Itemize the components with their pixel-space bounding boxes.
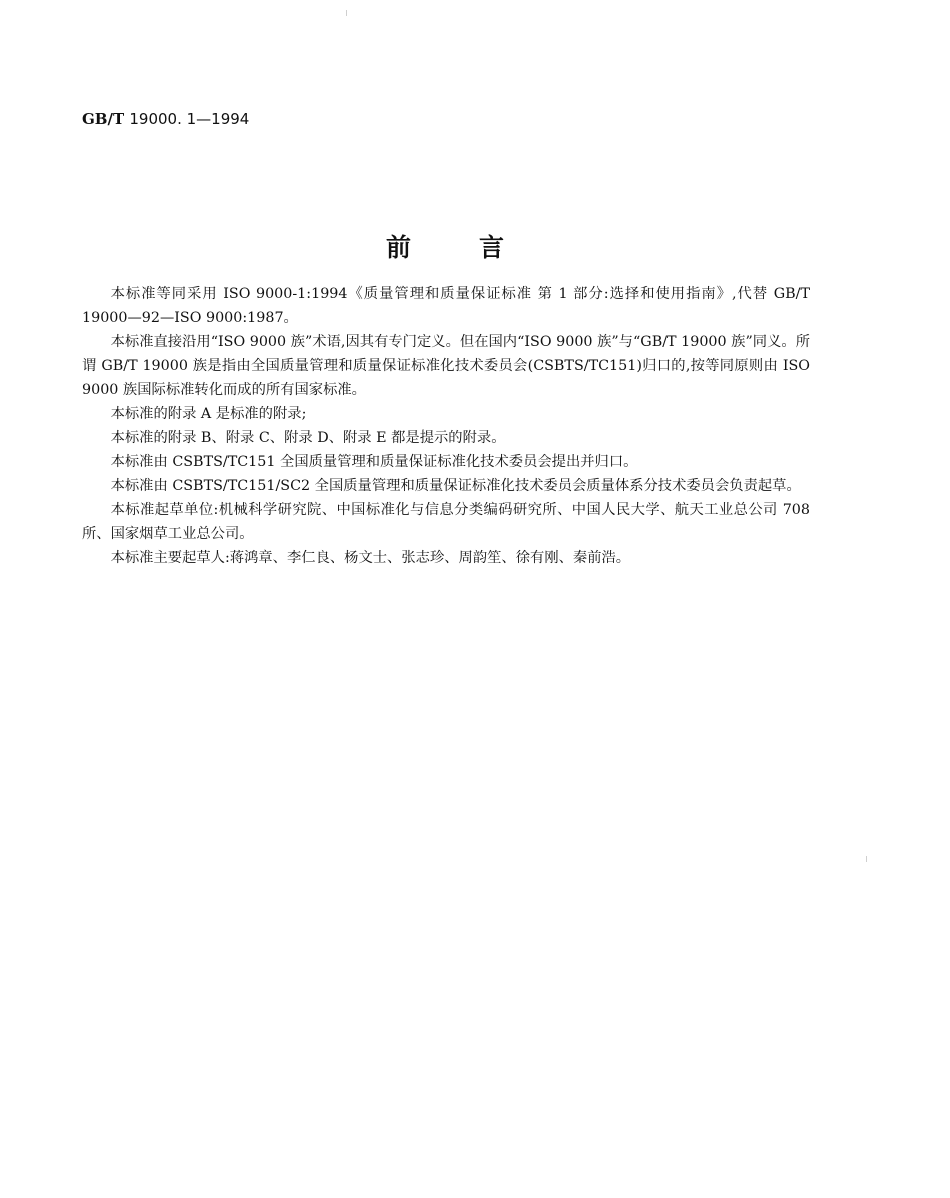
scan-artifact-right: [866, 856, 867, 862]
paragraph-drafted-by: 本标准由 CSBTS/TC151/SC2 全国质量管理和质量保证标准化技术委员会质量体系分技术委员会负责起草。: [110, 478, 801, 494]
scan-artifact-top: [346, 10, 347, 16]
paragraph-adoption: 本标准等同采用 ISO 9000-1:1994《质量管理和质量保证标准 第 1 部分:选择和使用指南》,代替 GB/T 19000—92—ISO 9000:1987。: [82, 286, 810, 326]
standard-number: 19000. 1—1994: [129, 110, 250, 128]
paragraph-main-drafters: 本标准主要起草人:蒋鸿章、李仁良、杨文士、张志珍、周韵笙、徐有刚、秦前浩。: [110, 550, 631, 566]
page-title: 前言: [385, 233, 572, 262]
standard-code: GB/T: [82, 110, 130, 128]
paragraph-terminology: 本标准直接沿用“ISO 9000 族”术语,因其有专门定义。但在国内“ISO 9000 族”与“GB/T 19000 族”同义。所谓 GB/T 19000 族是指由全国质量管理和质量保证标准化技术委员会(CSBTS/TC151)归口的,按等同原则由 ISO 9000 族国际标准转化而成的所有国家标准。: [82, 334, 810, 398]
preface-body: [82, 282, 810, 570]
paragraph-proposed-by: 本标准由 CSBTS/TC151 全国质量管理和质量保证标准化技术委员会提出并归口。: [110, 454, 638, 470]
paragraph-appendix-b-e: 本标准的附录 B、附录 C、附录 D、附录 E 都是提示的附录。: [110, 430, 506, 446]
paragraph-appendix-a: 本标准的附录 A 是标准的附录;: [110, 406, 307, 422]
paragraph-drafting-units: 本标准起草单位:机械科学研究院、中国标准化与信息分类编码研究所、中国人民大学、航天工业总公司 708 所、国家烟草工业总公司。: [82, 502, 810, 542]
standard-number-header: [82, 110, 249, 128]
